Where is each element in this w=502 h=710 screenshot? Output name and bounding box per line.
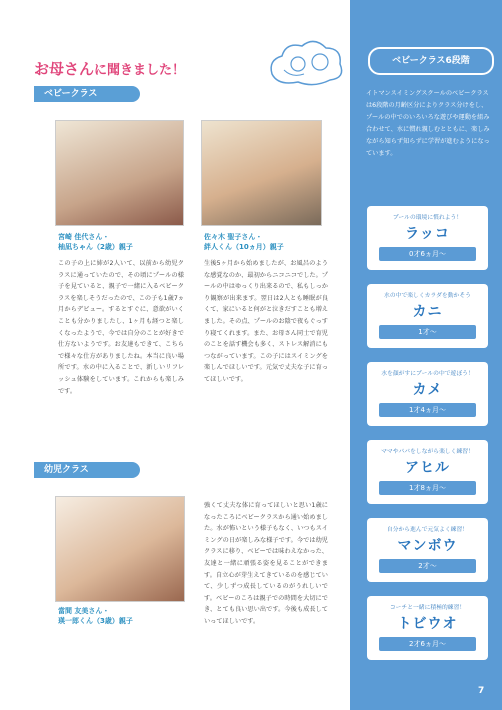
interview-3-text: 強くて丈夫な体に育ってほしいと思い1歳になったころにベビークラスから通い始めました。水が怖いという様子もなく、いつもスイミングの日が楽しみな様子です。今では幼児クラスに移り、ベビーでは味わえなかった、友達と一緒に頑張る姿を見ることができます。自立心が芽生えてきているのを感じていて、少しずつ成長しているのがうれしいです。ベビーのころは親子での時間を大切にでき、とても良い思い出です。今後も成長していってほしいです。 <box>204 502 328 625</box>
photo-interview-3 <box>55 496 185 602</box>
level-6-name: トビウオ <box>397 616 458 632</box>
caption-3 <box>58 606 133 626</box>
caption-1 <box>58 232 133 252</box>
photo-interview-1 <box>55 120 184 226</box>
interview-2-text: 生後5ヶ月から始めましたが、お風呂のような感覚なのか、最初からニコニコでした。プールの中はゆっくり出来るので、私もしっかり観察が出来ます。翌日は2人とも睡眠が良くて、家にいると何がと泣きだすことも増えました。その点、プールのお陰で夜もぐっすり寝てくれます。また、お母さん同士で育児のことを話す機会も多く、ストレス解消にもつながっています。この子にはスイミングを楽しんでほしいです。元気で丈夫な子に育ってほしいです。 <box>204 260 328 383</box>
level-6-age: 2才6ヵ月～ <box>379 637 476 651</box>
level-3-name: カメ <box>412 382 443 398</box>
level-4-name: アヒル <box>405 460 450 476</box>
caption-2 <box>204 232 284 252</box>
level-1-name: ラッコ <box>405 226 450 242</box>
interview-1-text: この子の上に姉が2人いて、以前から幼児クラスに通っていたので、その頃にプールの様子を見ていると、親子で一緒に入るベビークラスを楽しそうだったので、この子も1歳7ヵ月からデビュー。するとすぐに、意欲がいくことも分かりましたし、1ヶ月も経つと楽しくなったようで、今では自分のことが好きで仕方ないようです。お友達もできて、こちらで様々な仕方がありましたね。本当に良い場所です。水の中に入ることで、新しいリフレッシュ体験をしています。これからも楽しみです。 <box>58 260 184 395</box>
caption-1-line-2: 柚凪ちゃん（2歳）親子 <box>58 243 133 251</box>
level-5-age: 2才～ <box>379 559 476 573</box>
level-4-desc: ママやパパをしながら楽しく練習！ <box>381 449 474 455</box>
level-5-desc: 自分から進んで元気よく練習！ <box>386 527 469 533</box>
level-card-6 <box>367 596 488 660</box>
level-1-age: 0才6ヵ月～ <box>379 247 476 261</box>
level-5-name: マンボウ <box>397 538 458 554</box>
page-title <box>34 58 185 79</box>
level-2-name: カニ <box>412 304 443 320</box>
level-card-2 <box>367 284 488 348</box>
page-number: 7 <box>478 686 485 696</box>
level-2-age: 1才～ <box>379 325 476 339</box>
level-6-desc: コーチと一緒に積極的練習！ <box>389 605 466 611</box>
section-header-baby: ベビークラス <box>34 86 140 102</box>
level-4-age: 1才8ヵ月～ <box>379 481 476 495</box>
level-card-5 <box>367 518 488 582</box>
level-3-desc: 水を顔がすにプールの中で遊ぼう！ <box>381 371 474 377</box>
level-3-age: 1才4ヵ月～ <box>379 403 476 417</box>
level-card-4 <box>367 440 488 504</box>
title-prefix: お母さん <box>34 60 95 78</box>
caption-3-line-2: 瑛一郎くん（3歳）親子 <box>58 617 133 625</box>
title-rest: に聞きました！ <box>94 63 186 78</box>
caption-3-line-1: 當間 友美さん・ <box>58 607 110 615</box>
level-2-desc: 水の中で楽しくカラダを動かそう <box>384 293 471 299</box>
level-card-1 <box>367 206 488 270</box>
section-header-child: 幼児クラス <box>34 462 140 478</box>
mascot-illustration <box>264 34 346 94</box>
level-card-3 <box>367 362 488 426</box>
caption-2-line-1: 佐々木 聖子さん・ <box>204 233 263 241</box>
sidebar-title: ベビークラス6段階 <box>368 47 494 75</box>
caption-1-line-1: 宮崎 佳代さん・ <box>58 233 110 241</box>
caption-2-line-2: 絆人くん（10ヵ月）親子 <box>204 243 284 251</box>
sidebar-intro: イトマンスイミングスクールのベビークラスは6段階の月齢区分によりクラス分けをし、プールの中でのいろいろな遊びや運動を組み合わせて、水に慣れ親しむとともに、楽しみながら知らず知らずに学習が進むようになっています。 <box>366 90 490 157</box>
photo-interview-2 <box>201 120 322 226</box>
level-1-desc: プールの環境に慣れよう！ <box>392 215 463 221</box>
